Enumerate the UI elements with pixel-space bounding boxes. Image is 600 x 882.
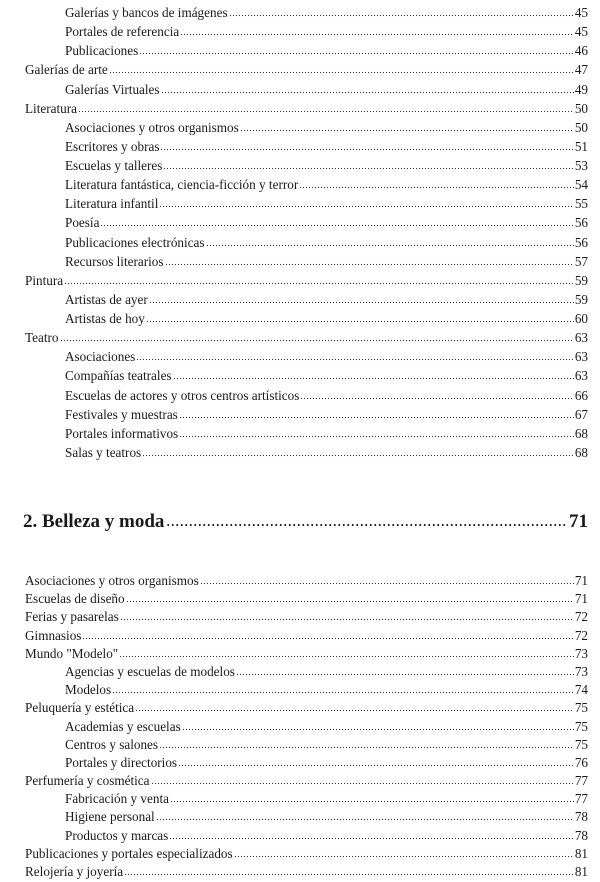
entry-page: 56 xyxy=(574,215,588,231)
toc-entry xyxy=(0,177,600,196)
entry-page: 75 xyxy=(574,700,588,716)
dot-leader xyxy=(146,320,574,323)
entry-title: Pintura xyxy=(25,272,64,288)
toc-entry xyxy=(0,62,600,81)
toc-entry xyxy=(0,755,600,773)
dot-leader xyxy=(159,746,574,749)
toc-entry xyxy=(0,646,600,664)
entry-title: Publicaciones xyxy=(65,43,139,59)
entry-page: 72 xyxy=(574,627,588,643)
toc-entry xyxy=(0,445,600,464)
dot-leader xyxy=(100,224,573,227)
entry-page: 73 xyxy=(574,645,588,661)
toc-entry xyxy=(0,682,600,700)
toc-entry xyxy=(0,609,600,627)
dot-leader xyxy=(178,764,574,767)
entry-title: Festivales y muestras xyxy=(65,406,178,422)
entry-page: 75 xyxy=(574,736,588,752)
toc-entry xyxy=(0,101,600,120)
entry-title: Academias y escuelas xyxy=(65,718,181,734)
entry-page: 71 xyxy=(574,573,588,588)
toc-entry xyxy=(0,864,600,882)
entry-title: Compañías teatrales xyxy=(65,368,172,384)
entry-page: 59 xyxy=(574,272,588,288)
dot-leader xyxy=(64,282,574,285)
entry-page: 50 xyxy=(574,119,588,135)
toc-entry xyxy=(0,5,600,24)
toc-entry xyxy=(0,737,600,755)
toc-entry xyxy=(0,664,600,682)
entry-title: Publicaciones y portales especializados xyxy=(25,845,233,861)
entry-title: Escritores y obras xyxy=(65,138,160,154)
entry-title: Mundo "Modelo" xyxy=(25,645,119,661)
entry-title: Perfumería y cosmética xyxy=(25,773,150,789)
entry-page: 76 xyxy=(574,754,588,770)
dot-leader xyxy=(78,110,574,113)
dot-leader xyxy=(160,148,573,151)
dot-leader xyxy=(179,416,574,419)
toc-entry xyxy=(0,254,600,273)
toc-entry xyxy=(0,700,600,718)
entry-title: Asociaciones y otros organismos xyxy=(65,119,239,135)
toc-entry xyxy=(0,82,600,101)
dot-leader xyxy=(300,397,573,400)
entry-page: 60 xyxy=(574,311,588,326)
entry-title: Asociaciones y otros organismos xyxy=(25,573,199,588)
entry-page: 81 xyxy=(574,845,588,861)
entry-page: 78 xyxy=(574,809,588,825)
entry-title: Asociaciones xyxy=(65,349,136,365)
entry-page: 45 xyxy=(574,5,588,20)
entry-title: Escuelas de actores y otros centros artísticos xyxy=(65,387,300,403)
entry-title: Literatura infantil xyxy=(65,196,159,212)
dot-leader xyxy=(180,33,574,36)
entry-title: Higiene personal xyxy=(65,809,155,825)
entry-title: Poesía xyxy=(65,215,100,231)
entry-title: Salas y teatros xyxy=(65,444,142,460)
entry-page: 72 xyxy=(574,609,588,625)
entry-title: Teatro xyxy=(25,330,59,346)
dot-leader xyxy=(142,454,574,457)
entry-page: 77 xyxy=(574,773,588,789)
dot-leader xyxy=(229,14,574,17)
entry-page: 50 xyxy=(574,100,588,116)
toc-entry xyxy=(0,215,600,234)
entry-title: Escuelas de diseño xyxy=(25,591,125,607)
dot-leader xyxy=(135,709,574,712)
dot-leader xyxy=(200,582,574,585)
entry-title: Centros y salones xyxy=(65,736,159,752)
toc-entry xyxy=(0,407,600,426)
dot-leader xyxy=(169,837,574,840)
entry-page: 63 xyxy=(574,330,588,346)
dot-leader xyxy=(166,523,567,527)
dot-leader xyxy=(109,71,574,74)
entry-title: Agencias y escuelas de modelos xyxy=(65,663,235,679)
toc-entry xyxy=(0,791,600,809)
entry-title: Portales y directorios xyxy=(65,754,178,770)
dot-leader xyxy=(173,377,574,380)
dot-leader xyxy=(124,873,574,876)
entry-page: 68 xyxy=(574,444,588,460)
entry-page: 74 xyxy=(574,682,588,698)
toc-entry xyxy=(0,773,600,791)
dot-leader xyxy=(136,358,574,361)
entry-page: 73 xyxy=(574,663,588,679)
entry-title: Modelos xyxy=(65,682,112,698)
dot-leader xyxy=(112,691,574,694)
entry-page: 53 xyxy=(574,158,588,173)
toc-entry xyxy=(0,273,600,292)
toc-entry xyxy=(0,24,600,43)
toc-entry xyxy=(0,628,600,646)
dot-leader xyxy=(163,167,573,170)
entry-title: Artistas de hoy xyxy=(65,311,145,326)
entry-title: Galerías y bancos de imágenes xyxy=(65,5,228,20)
toc-entry xyxy=(0,235,600,254)
dot-leader xyxy=(119,655,574,658)
toc-section-1 xyxy=(0,5,600,464)
entry-page: 45 xyxy=(574,24,588,40)
toc-entry xyxy=(0,120,600,139)
entry-page: 78 xyxy=(574,827,588,843)
entry-title: Portales de referencia xyxy=(65,24,180,40)
toc-entry xyxy=(0,719,600,737)
entry-page: 46 xyxy=(574,43,588,59)
entry-page: 57 xyxy=(574,253,588,269)
entry-title: Literatura xyxy=(25,100,77,116)
toc-entry xyxy=(0,591,600,609)
toc-section-2 xyxy=(0,573,600,882)
dot-leader xyxy=(139,52,574,55)
entry-title: Peluquería y estética xyxy=(25,700,135,716)
entry-page: 47 xyxy=(574,62,588,78)
entry-page: 63 xyxy=(574,368,588,384)
dot-leader xyxy=(179,435,574,438)
toc-entry xyxy=(0,330,600,349)
dot-leader xyxy=(126,600,574,603)
entry-page: 77 xyxy=(574,791,588,807)
dot-leader xyxy=(120,618,574,621)
toc-entry xyxy=(0,368,600,387)
dot-leader xyxy=(165,263,574,266)
entry-title: Recursos literarios xyxy=(65,253,164,269)
entry-title: Portales informativos xyxy=(65,425,179,441)
entry-title: Artistas de ayer xyxy=(65,291,148,307)
toc-entry xyxy=(0,292,600,311)
dot-leader xyxy=(156,818,574,821)
dot-leader xyxy=(170,800,574,803)
entry-page: 56 xyxy=(574,234,588,250)
entry-page: 75 xyxy=(574,718,588,734)
dot-leader xyxy=(299,186,574,189)
entry-page: 51 xyxy=(574,138,588,154)
entry-title: Fabricación y venta xyxy=(65,791,169,807)
toc-entry xyxy=(0,426,600,445)
toc-entry xyxy=(0,388,600,407)
entry-title: Galerías Virtuales xyxy=(65,81,160,97)
toc-entry xyxy=(0,158,600,177)
entry-page: 49 xyxy=(574,81,588,97)
dot-leader xyxy=(151,782,574,785)
toc-entry xyxy=(0,349,600,368)
entry-page: 71 xyxy=(574,591,588,607)
toc-entry xyxy=(0,196,600,215)
chapter-heading xyxy=(23,511,588,533)
entry-title: Escuelas y talleres xyxy=(65,158,163,173)
entry-title: Productos y marcas xyxy=(65,827,169,843)
dot-leader xyxy=(236,673,574,676)
dot-leader xyxy=(159,205,573,208)
entry-title: Relojería y joyería xyxy=(25,864,124,879)
entry-page: 66 xyxy=(574,387,588,403)
dot-leader xyxy=(161,91,574,94)
entry-page: 54 xyxy=(574,177,588,193)
entry-page: 55 xyxy=(574,196,588,212)
entry-title: Literatura fantástica, ciencia-ficción y terror xyxy=(65,177,299,193)
entry-page: 67 xyxy=(574,406,588,422)
entry-page: 59 xyxy=(574,291,588,307)
dot-leader xyxy=(149,301,574,304)
entry-title: Ferias y pasarelas xyxy=(25,609,119,625)
toc-entry xyxy=(0,311,600,330)
chapter-page: 71 xyxy=(569,511,588,532)
dot-leader xyxy=(60,339,574,342)
entry-title: Galerías de arte xyxy=(25,62,108,78)
chapter-title: 2. Belleza y moda xyxy=(23,511,165,532)
entry-page: 63 xyxy=(574,349,588,365)
toc-entry xyxy=(0,43,600,62)
dot-leader xyxy=(234,855,574,858)
dot-leader xyxy=(182,728,574,731)
toc-entry xyxy=(0,809,600,827)
entry-page: 68 xyxy=(574,425,588,441)
toc-entry xyxy=(0,573,600,591)
toc-entry xyxy=(0,828,600,846)
entry-title: Gimnasios xyxy=(25,627,82,643)
entry-page: 81 xyxy=(574,864,588,879)
entry-title: Publicaciones electrónicas xyxy=(65,234,205,250)
dot-leader xyxy=(240,129,574,132)
toc-entry xyxy=(0,139,600,158)
dot-leader xyxy=(206,244,574,247)
dot-leader xyxy=(82,637,573,640)
